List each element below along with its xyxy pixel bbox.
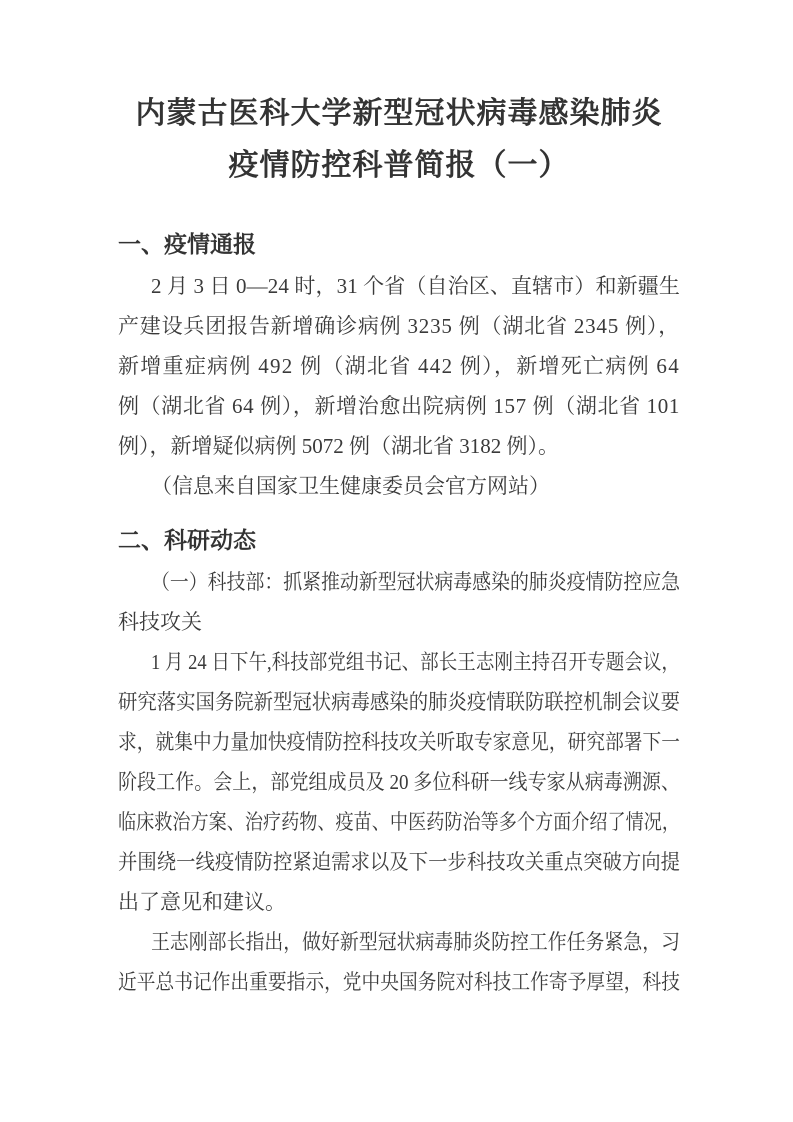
text-line: [118, 802, 680, 842]
text-line-content: 阶段工作。会上，部党组成员及 20 多位科研一线专家从病毒溯源、: [118, 770, 680, 794]
text-line: [118, 466, 680, 506]
text-line-content: （一）科技部：抓紧推动新型冠状病毒感染的肺炎疫情防控应急: [151, 570, 680, 594]
text-line-content: 产建设兵团报告新增确诊病例 3235 例（湖北省 2345 例），: [118, 314, 680, 338]
paragraph-minister-remarks: [118, 922, 680, 1002]
text-line: [118, 762, 680, 802]
text-line-content: 近平总书记作出重要指示，党中央国务院对科技工作寄予厚望，科技: [118, 970, 680, 994]
text-line-content: 王志刚部长指出，做好新型冠状病毒肺炎防控工作任务紧急，习: [151, 930, 680, 954]
text-line: [118, 922, 680, 962]
title-line-1: 内蒙古医科大学新型冠状病毒感染肺炎: [135, 97, 663, 130]
text-line: [118, 386, 680, 426]
text-line-content: 研究落实国务院新型冠状病毒感染的肺炎疫情联防联控机制会议要: [118, 690, 680, 714]
text-line: [118, 306, 680, 346]
text-line-content: 例），新增疑似病例 5072 例（湖北省 3182 例）。: [118, 434, 559, 458]
text-line: [118, 346, 680, 386]
text-line-content: 出了意见和建议。: [118, 890, 286, 914]
text-line-content: 临床救治方案、治疗药物、疫苗、中医药防治等多个方面介绍了情况，: [118, 810, 680, 834]
text-line-content: 1 月 24 日下午,科技部党组书记、部长王志刚主持召开专题会议，: [151, 650, 680, 674]
text-line: [118, 842, 680, 882]
document-title: [118, 88, 680, 192]
section-heading-epidemic-report: 一、疫情通报: [118, 232, 256, 257]
text-line-content: 求，就集中力量加快疫情防控科技攻关听取专家意见，研究部署下一: [118, 730, 680, 754]
text-line: [118, 642, 680, 682]
text-line-content: 新增重症病例 492 例（湖北省 442 例），新增死亡病例 64: [118, 354, 680, 378]
paragraph-epidemic-stats: [118, 266, 680, 466]
text-line: [118, 722, 680, 762]
text-line-content: 2 月 3 日 0—24 时，31 个省（自治区、直辖市）和新疆生: [151, 274, 680, 298]
text-line-content: 科技攻关: [118, 610, 202, 634]
text-line: [118, 266, 680, 306]
text-line-content: 例（湖北省 64 例），新增治愈出院病例 157 例（湖北省 101: [118, 394, 680, 418]
text-line: [118, 882, 680, 922]
title-line-2: 疫情防控科普简报（一）: [228, 149, 570, 182]
text-line-content: 并围绕一线疫情防控紧迫需求以及下一步科技攻关重点突破方向提: [118, 850, 680, 874]
text-line: [118, 562, 680, 602]
text-line: [118, 962, 680, 1002]
text-line: [118, 602, 680, 642]
document-content: [118, 0, 680, 1002]
text-line: [118, 426, 680, 466]
paragraph-most-subtitle: [118, 562, 680, 642]
paragraph-info-source: [118, 466, 680, 506]
section-heading-research-news: 二、科研动态: [118, 528, 256, 553]
text-line: [118, 682, 680, 722]
paragraph-meeting-report: [118, 642, 680, 922]
text-line-content: （信息来自国家卫生健康委员会官方网站）: [151, 474, 550, 498]
